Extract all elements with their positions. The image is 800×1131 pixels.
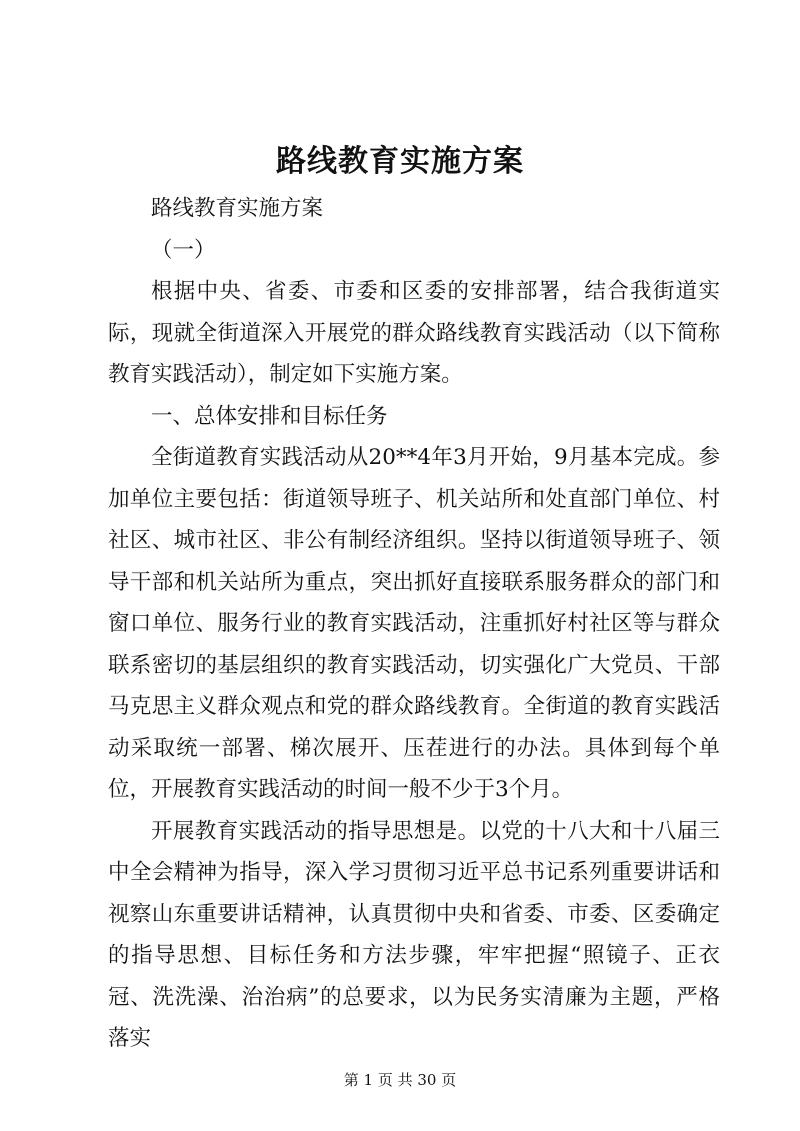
paragraph-intro: 根据中央、省委、市委和区委的安排部署，结合我街道实际，现就全街道深入开展党的群众路线教育实践活动（以下简称教育实践活动），制定如下实施方案。 (108, 279, 720, 387)
paragraph-section-number: （一） (151, 237, 216, 263)
paragraph-subtitle: 路线教育实施方案 (151, 196, 324, 221)
paragraph-arrangement: 全街道教育实践活动从20**4年3月开始，9月基本完成。参加单位主要包括：街道领导班子、机关站所和处直部门单位、村社区、城市社区、非公有制经济组织。坚持以街道领导班子、领导干部和机关站所为重点，突出抓好直接联系服务群众的部门和窗口单位、服务行业的教育实践活动，注重抓好村社区等与群众联系密切的基层组织的教育实践活动，切实强化广大党员、干部马克思主义群众观点和党的群众路线教育。全街道的教育实践活动采取统一部署、梯次展开、压茬进行的办法。具体到每个单位，开展教育实践活动的时间一般不少于3个月。 (108, 445, 720, 802)
page-footer: 第 1 页 共 30 页 (343, 1071, 457, 1089)
section-heading: 一、总体安排和目标任务 (151, 403, 388, 429)
document-title: 路线教育实施方案 (276, 144, 524, 179)
paragraph-guiding-thought: 开展教育实践活动的指导思想是。以党的十八大和十八届三中全会精神为指导，深入学习贯彻习近平总书记系列重要讲话和视察山东重要讲话精神，认真贯彻中央和省委、市委、区委确定的指导思想、目标任务和方法步骤，牢牢把握“照镜子、正衣冠、洗洗澡、治治病”的总要求，以为民务实清廉为主题，严格落实 (108, 818, 720, 1051)
document-body (108, 188, 720, 1060)
